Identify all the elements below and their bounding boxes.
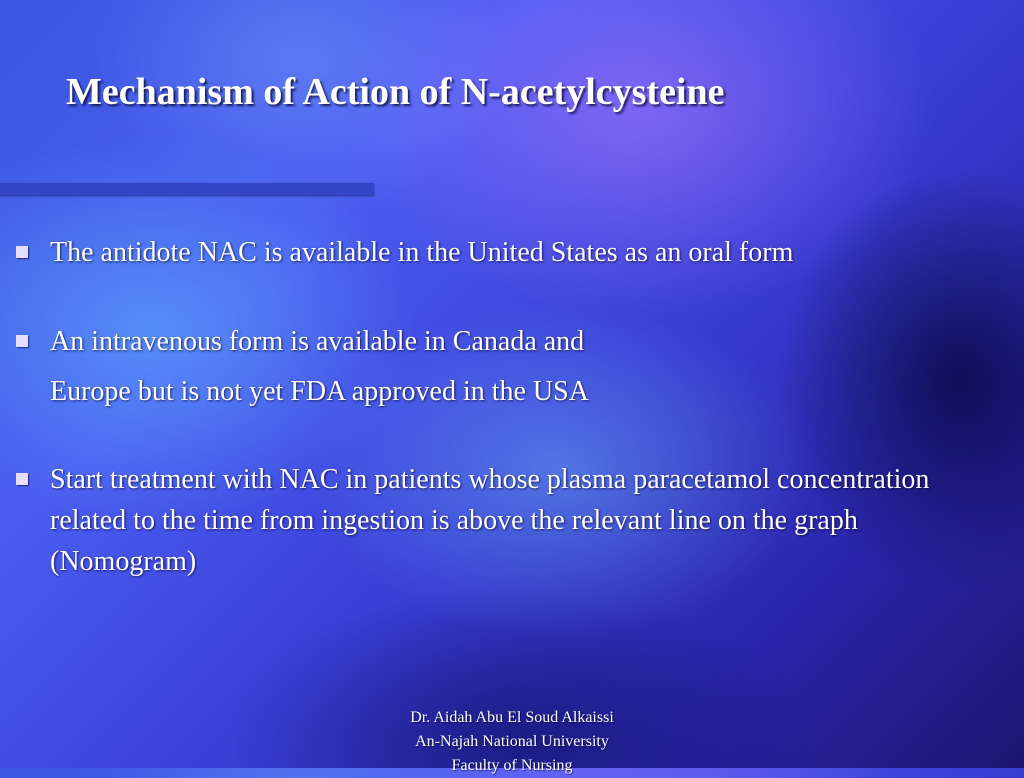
slide-footer: [352, 706, 672, 778]
footer-faculty: Faculty of Nursing: [451, 757, 573, 774]
slide-title: Mechanism of Action of N-acetylcysteine: [66, 71, 725, 113]
bullet-item: [16, 232, 946, 273]
square-bullet-icon: [16, 335, 28, 347]
bullet-text: The antidote NAC is available in the United States as an oral form: [50, 237, 794, 268]
footer-university: An-Najah National University: [415, 733, 609, 750]
square-bullet-icon: [16, 246, 28, 258]
footer-author: Dr. Aidah Abu El Soud Alkaissi: [410, 709, 614, 726]
bullet-continuation-text: Europe but is not yet FDA approved in the USA: [50, 376, 589, 407]
title-underline-bar: [0, 183, 374, 195]
bullet-text: Start treatment with NAC in patients whose plasma paracetamol concentration related to the time from ingestion is above the relevant line on the graph (Nomogram): [50, 464, 930, 577]
square-bullet-icon: [16, 473, 28, 485]
bullet-text: An intravenous form is available in Canada and: [50, 326, 585, 357]
bullet-list: [16, 232, 946, 582]
bullet-item: [16, 321, 946, 362]
bullet-item: [16, 459, 946, 582]
